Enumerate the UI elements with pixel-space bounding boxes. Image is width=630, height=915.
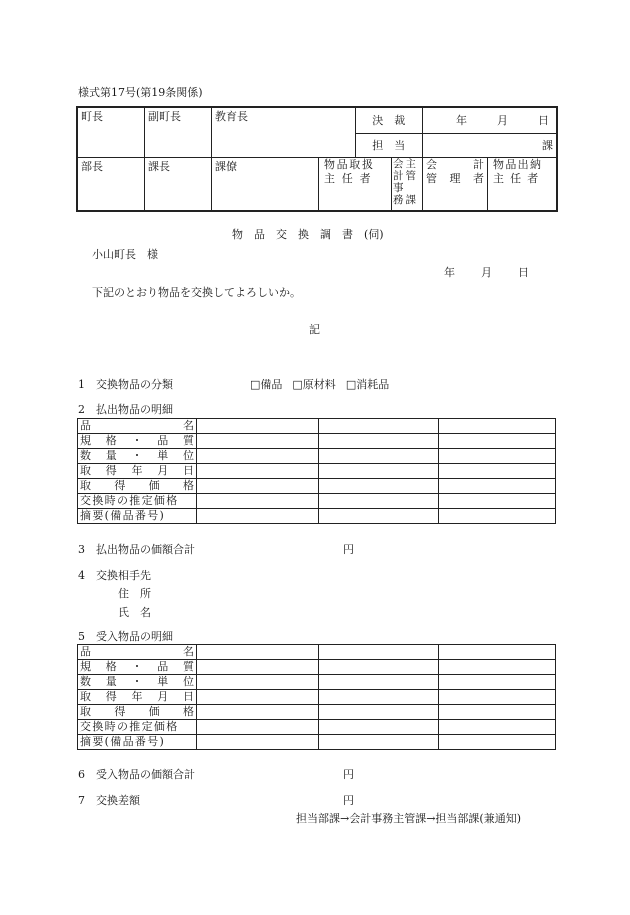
input-cell[interactable] [197,720,319,735]
kaikei-char-2: 計 [393,169,404,182]
label-char: 質 [183,660,194,673]
input-cell[interactable] [319,690,439,705]
section3-label: 3 払出物品の価額合計 [78,543,195,556]
label-char: 得 [114,479,126,492]
table-row [78,419,556,434]
section4-label: 4 交換相手先 [78,569,151,582]
input-cell[interactable] [197,509,319,524]
input-cell[interactable] [197,464,319,479]
kaikei-kanri-char-4: 理 [449,171,461,185]
ki-heading: 記 [309,323,320,336]
partner-address-label: 住 所 [118,587,151,600]
table-row [78,690,556,705]
table-row [78,675,556,690]
label-char: 得 [105,464,117,477]
tanto-label: 担 当 [372,139,406,152]
routing-note: 担当部課→会計事務主管課→担当部課(兼通知) [296,812,522,825]
row-label-shutoku-kakaku [78,705,197,720]
buppin-suitou-cell[interactable] [488,157,558,211]
label-char: 位 [183,675,194,688]
label-char: 品 [157,434,169,447]
section1-label: 1 交換物品の分類 [78,378,173,391]
approval-cell-section-chief[interactable] [145,157,212,211]
input-cell[interactable] [319,479,439,494]
approval-grid [76,106,558,212]
label-text: 交換時の推定価格 [80,720,179,733]
label-char: 格 [182,705,194,718]
row-label-hinmei [78,645,197,660]
input-cell[interactable] [197,434,319,449]
table-row [78,434,556,449]
label-char: 日 [183,464,194,477]
input-cell[interactable] [439,660,556,675]
buppin-toriatsukai-line1: 物品取扱 [324,157,375,171]
input-cell[interactable] [439,494,556,509]
row-label-suryo [78,449,197,464]
approval-cell-deputy-mayor[interactable] [145,107,212,157]
kaikei-kanri-char-2: 計 [473,157,484,171]
label-text: 摘要(備品番号) [80,509,166,522]
input-cell[interactable] [439,705,556,720]
kaikei-jimu-shukan-cell[interactable] [392,157,423,211]
approval-cell-staff[interactable] [212,157,319,211]
input-cell[interactable] [439,479,556,494]
section1-options [250,376,389,392]
buppin-suitou-line2: 主 任 者 [493,171,540,185]
label-char: 品 [80,645,91,658]
table-row [78,509,556,524]
label-char: 年 [131,690,143,703]
ka-label: 課 [542,139,553,152]
label-char: 得 [105,690,117,703]
section7-label: 7 交換差額 [78,794,140,807]
row-label-kikaku [78,434,197,449]
kessai-cell [355,107,423,133]
label-char: 月 [157,464,169,477]
document-title: 物 品 交 換 調 書 (伺) [232,228,384,241]
label-char: 格 [182,479,194,492]
request-day-label: 日 [518,266,529,279]
buppin-toriatsukai-cell[interactable] [319,157,392,211]
deputy-mayor-label: 副町長 [148,110,181,123]
label-char: 品 [80,419,91,432]
ka-char: 課 [405,193,416,206]
label-char: 位 [183,449,194,462]
approval-date-cell[interactable] [423,107,558,133]
label-char: 量 [105,675,117,688]
shukan-char-2: 管 [405,169,416,182]
label-char: 規 [80,434,91,447]
superintendent-label: 教育長 [215,110,248,123]
input-cell[interactable] [439,720,556,735]
label-char: 名 [183,419,194,432]
kessai-label: 決 裁 [372,114,406,128]
input-cell[interactable] [319,720,439,735]
row-label-hinmei [78,419,197,434]
label-char: 量 [105,449,117,462]
section6-label: 6 受入物品の価額合計 [78,768,195,781]
input-cell[interactable] [319,705,439,720]
label-char: 取 [80,479,91,492]
label-text: 摘要(備品番号) [80,735,166,748]
addressee: 小山町長 様 [92,248,158,261]
buppin-suitou-line1: 物品出納 [493,157,543,171]
input-cell[interactable] [319,434,439,449]
input-cell[interactable] [439,419,556,434]
request-date [444,264,529,280]
buppin-toriatsukai-line2: 主 任 者 [324,171,373,185]
table-row [78,479,556,494]
input-cell[interactable] [197,645,319,660]
input-cell[interactable] [197,419,319,434]
request-month-label: 月 [481,266,492,279]
input-cell[interactable] [319,509,439,524]
option-shomohin[interactable]: □消耗品 [345,378,390,391]
label-char: 数 [80,449,91,462]
day-label: 日 [538,114,549,128]
input-cell[interactable] [319,675,439,690]
input-cell[interactable] [197,494,319,509]
approval-section-cell[interactable] [423,133,558,157]
month-label: 月 [497,114,508,128]
request-year-label: 年 [444,266,455,279]
table-row [78,720,556,735]
input-cell[interactable] [439,434,556,449]
request-text: 下記のとおり物品を交換してよろしいか。 [92,286,301,299]
option-bihin[interactable]: □備品 [250,378,283,391]
input-cell[interactable] [319,464,439,479]
label-char: ・ [131,449,143,462]
label-char: 名 [183,645,194,658]
label-char: 価 [148,705,160,718]
department-head-label: 部長 [81,159,103,173]
kaikei-kanrisha-cell[interactable] [423,157,488,211]
table-row [78,645,556,660]
staff-label: 課僚 [215,159,237,173]
label-char: 単 [157,449,169,462]
input-cell[interactable] [439,464,556,479]
label-char: 品 [157,660,169,673]
input-cell[interactable] [439,645,556,660]
jimu-char-2: 務 [393,193,404,206]
table-row [78,449,556,464]
shukan-char-1: 主 [405,157,416,170]
incoming-items-table [77,644,556,750]
table-row [78,464,556,479]
input-cell[interactable] [439,449,556,464]
approval-cell-mayor[interactable] [77,107,145,157]
label-char: 格 [105,434,117,447]
input-cell[interactable] [197,705,319,720]
form-number: 様式第17号(第19条関係) [78,86,203,99]
label-char: ・ [131,434,143,447]
section-chief-label: 課長 [148,159,170,173]
table-row [78,735,556,750]
outgoing-items-table [77,418,556,524]
table-row [78,705,556,720]
input-cell[interactable] [319,735,439,750]
input-cell[interactable] [197,675,319,690]
row-label-shutoku-date [78,690,197,705]
kaikei-kanri-char-1: 会 [426,157,437,171]
label-char: 規 [80,660,91,673]
input-cell[interactable] [319,645,439,660]
kaikei-kanri-char-5: 者 [473,171,484,185]
input-cell[interactable] [197,690,319,705]
input-cell[interactable] [439,675,556,690]
label-char: 取 [80,464,91,477]
row-label-suitei-kakaku [78,494,197,509]
input-cell[interactable] [197,660,319,675]
label-char: 取 [80,690,91,703]
partner-name-label: 氏 名 [118,606,151,619]
row-label-tekiyo [78,509,197,524]
section3-unit: 円 [343,543,354,556]
table-row [78,494,556,509]
year-label: 年 [456,114,467,128]
row-label-shutoku-date [78,464,197,479]
input-cell[interactable] [197,449,319,464]
option-genzairyo[interactable]: □原材料 [292,378,336,391]
input-cell[interactable] [439,509,556,524]
tanto-cell [355,133,423,157]
input-cell[interactable] [197,479,319,494]
label-char: 得 [114,705,126,718]
row-label-kikaku [78,660,197,675]
input-cell[interactable] [439,690,556,705]
label-char: 単 [157,675,169,688]
label-char: 数 [80,675,91,688]
label-char: 月 [157,690,169,703]
input-cell[interactable] [319,660,439,675]
table-row [78,660,556,675]
input-cell[interactable] [319,419,439,434]
jimu-char-1: 事 [393,181,404,194]
kaikei-kanri-char-3: 管 [426,171,437,185]
row-label-tekiyo [78,735,197,750]
input-cell[interactable] [197,735,319,750]
row-label-suryo [78,675,197,690]
label-char: ・ [131,675,143,688]
section6-unit: 円 [343,768,354,781]
input-cell[interactable] [319,494,439,509]
label-char: 質 [183,434,194,447]
label-char: 年 [131,464,143,477]
input-cell[interactable] [319,449,439,464]
section2-label: 2 払出物品の明細 [78,403,173,416]
kaikei-char-1: 会 [393,157,404,170]
row-label-shutoku-kakaku [78,479,197,494]
label-text: 交換時の推定価格 [80,494,179,507]
section5-label: 5 受入物品の明細 [78,630,173,643]
label-char: ・ [131,660,143,673]
mayor-label: 町長 [81,110,103,123]
label-char: 取 [80,705,91,718]
row-label-suitei-kakaku [78,720,197,735]
label-char: 価 [148,479,160,492]
section7-unit: 円 [343,794,354,807]
label-char: 格 [105,660,117,673]
approval-cell-superintendent[interactable] [212,107,356,157]
input-cell[interactable] [439,735,556,750]
approval-cell-department-head[interactable] [77,157,145,211]
label-char: 日 [183,690,194,703]
